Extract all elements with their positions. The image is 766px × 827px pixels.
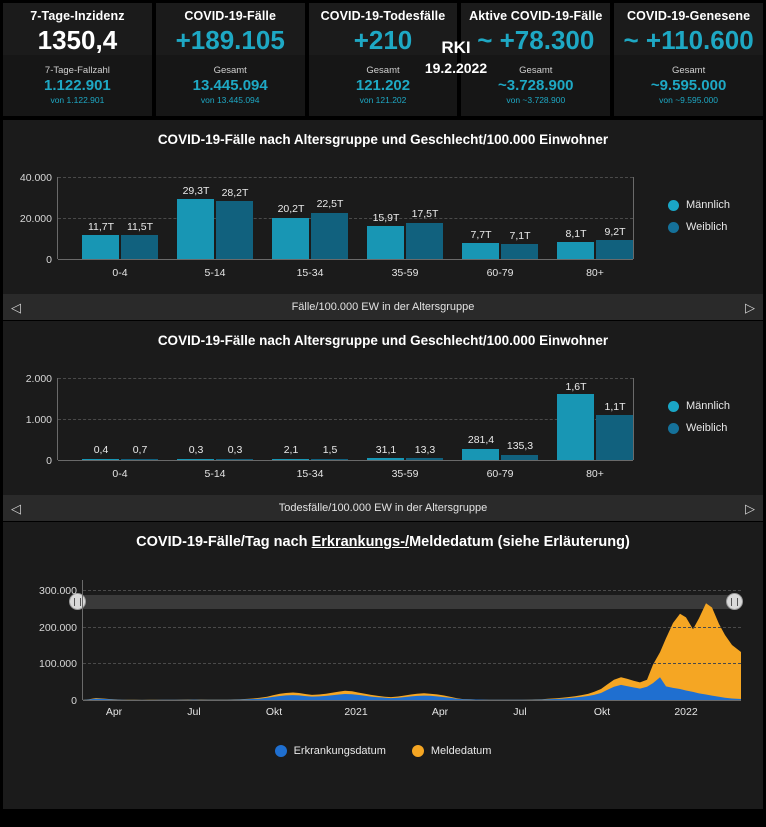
x-tick-label: Jul xyxy=(187,706,201,718)
ytick-label: 0 xyxy=(46,254,52,266)
x-category-label: 0-4 xyxy=(112,267,128,279)
legend-label: Erkrankungsdatum xyxy=(293,745,386,757)
panel-deaths-by-age xyxy=(3,321,763,518)
bar-female[interactable] xyxy=(311,213,348,259)
bar-label: 28,2T xyxy=(221,187,249,199)
x-tick-label: Okt xyxy=(593,706,611,718)
chevron-left-icon[interactable]: ◁ xyxy=(11,299,21,315)
plot-area xyxy=(25,373,633,480)
gridline-1000 xyxy=(25,414,633,426)
plot-area xyxy=(19,172,633,279)
panel-title: COVID-19-Fälle nach Altersgruppe und Geschlecht/100.000 Einwohner xyxy=(157,333,609,348)
ytick-label: 40.000 xyxy=(19,172,52,184)
bar-label: 7,1T xyxy=(509,230,531,242)
panel-title-part1: COVID-19-Fälle/Tag nach xyxy=(136,534,312,550)
bar-label: 31,1 xyxy=(375,444,397,456)
bar-label: 2,1 xyxy=(283,444,299,456)
gridline-2000 xyxy=(25,373,633,385)
gridline-40000 xyxy=(19,172,633,184)
chart-cases-per-day[interactable] xyxy=(3,550,763,760)
chart-legend xyxy=(668,400,730,444)
bar-male[interactable] xyxy=(272,218,309,259)
bar-label: 0,3 xyxy=(188,444,204,456)
kpi-sub-value: ~3.728.900 xyxy=(498,76,574,94)
bar-female[interactable] xyxy=(406,223,443,259)
bar-male[interactable] xyxy=(82,235,119,259)
bar-label: 1,6T xyxy=(565,381,587,393)
legend-item-female[interactable] xyxy=(668,422,730,434)
bar-male[interactable] xyxy=(557,242,594,259)
kpi-sub-note: von 121.202 xyxy=(359,94,407,105)
axis-baseline xyxy=(46,455,633,467)
bar-label: 11,7T xyxy=(87,221,115,233)
bar-female[interactable] xyxy=(596,415,633,460)
axis-baseline xyxy=(46,254,633,266)
bar-label: 8,1T xyxy=(565,228,587,240)
x-tick-label: 2022 xyxy=(674,706,698,718)
bar-label: 135,3 xyxy=(506,440,534,452)
plot-right-border xyxy=(633,378,634,460)
plot-right-border xyxy=(633,177,634,259)
bar-label: 1,1T xyxy=(604,401,626,413)
kpi-sub xyxy=(156,55,305,116)
kpi-card-deaths[interactable] xyxy=(309,3,458,116)
ytick-label: 0 xyxy=(71,695,77,707)
kpi-sub-note: von 1.122.901 xyxy=(50,94,105,105)
kpi-sub-label: Gesamt xyxy=(213,64,247,76)
bar-female[interactable] xyxy=(501,455,538,461)
bar-label: 17,5T xyxy=(411,208,439,220)
bar-male[interactable] xyxy=(272,459,309,461)
x-category-label: 15-34 xyxy=(296,267,324,279)
kpi-card-recovered[interactable] xyxy=(614,3,763,116)
panel-title-link[interactable]: Erkrankungs-/ xyxy=(311,534,410,550)
panel-cases-per-day xyxy=(3,522,763,809)
bar-label: 9,2T xyxy=(604,226,626,238)
plot-area xyxy=(39,585,741,718)
bar-label: 13,3 xyxy=(414,444,436,456)
bar-label: 29,3T xyxy=(182,185,210,197)
bar-label: 20,2T xyxy=(277,203,305,215)
x-category-label: 15-34 xyxy=(296,468,324,480)
bar-label: 1,5 xyxy=(322,444,338,456)
bar-male[interactable] xyxy=(367,458,404,460)
kpi-sub-value: 121.202 xyxy=(355,76,411,94)
x-category-label: 35-59 xyxy=(391,468,419,480)
bar-female[interactable] xyxy=(596,240,633,259)
ytick-label: 0 xyxy=(46,455,52,467)
bar-male[interactable] xyxy=(177,199,214,259)
x-category-label: 35-59 xyxy=(391,267,419,279)
source-date: 19.2.2022 xyxy=(424,60,488,76)
kpi-card-active[interactable] xyxy=(461,3,610,116)
bar-female[interactable] xyxy=(121,235,158,259)
chart-legend xyxy=(668,199,730,243)
kpi-card-incidence[interactable] xyxy=(3,3,152,116)
legend-label: Meldedatum xyxy=(430,745,492,757)
kpi-sub xyxy=(461,55,610,116)
bar-label: 7,7T xyxy=(470,229,492,241)
chevron-left-icon[interactable]: ◁ xyxy=(11,500,21,516)
bar-male[interactable] xyxy=(462,243,499,259)
kpi-sub-note: von ~9.595.000 xyxy=(659,94,719,105)
gridline-100000 xyxy=(39,658,741,671)
timeseries-areas xyxy=(83,590,741,700)
ytick-label: 300.000 xyxy=(39,585,77,597)
legend-color-swatch-icon xyxy=(412,745,424,757)
chart-legend xyxy=(3,745,763,757)
legend-item-erkrankungsdatum[interactable] xyxy=(275,745,386,757)
xaxis-caption: Fälle/100.000 EW in der Altersgruppe xyxy=(291,301,475,313)
bar-male[interactable] xyxy=(82,459,119,461)
kpi-sub xyxy=(3,55,152,116)
kpi-value: ~ +110.600 xyxy=(623,25,754,55)
legend-color-swatch-icon xyxy=(275,745,287,757)
series-erkrankungsdatum-area xyxy=(83,677,741,700)
legend-item-female[interactable] xyxy=(668,221,730,233)
kpi-row xyxy=(0,0,766,116)
legend-label: Weiblich xyxy=(686,221,728,233)
x-tick-label: Apr xyxy=(431,706,449,718)
ytick-label: 2.000 xyxy=(25,373,52,385)
ytick-label: 100.000 xyxy=(39,658,77,671)
x-tick-label: Jul xyxy=(513,706,527,718)
kpi-sub xyxy=(309,55,458,116)
kpi-title: 7-Tage-Inzidenz xyxy=(30,9,125,23)
bar-female[interactable] xyxy=(121,459,158,461)
chart-cases-by-age[interactable] xyxy=(3,147,763,292)
kpi-title: COVID-19-Todesfälle xyxy=(320,9,446,23)
legend-item-meldedatum[interactable] xyxy=(412,745,492,757)
kpi-value: +210 xyxy=(353,25,413,55)
panel-title-part2: Meldedatum (siehe Erläuterung) xyxy=(409,534,630,550)
xaxis-caption: Todesfälle/100.000 EW in der Altersgruppe xyxy=(278,502,488,514)
x-tick-label: Apr xyxy=(105,706,123,718)
legend-label: Weiblich xyxy=(686,422,728,434)
legend-color-swatch-icon xyxy=(668,401,679,412)
bar-female[interactable] xyxy=(216,459,253,461)
kpi-sub-label: 7-Tage-Fallzahl xyxy=(44,64,110,76)
chevron-right-icon[interactable]: ▷ xyxy=(745,500,755,516)
x-category-label: 60-79 xyxy=(486,267,514,279)
legend-color-swatch-icon xyxy=(668,222,679,233)
x-category-label: 0-4 xyxy=(112,468,128,480)
bar-male[interactable] xyxy=(177,459,214,461)
bar-label: 281,4 xyxy=(467,434,495,446)
bar-female[interactable] xyxy=(311,459,348,461)
kpi-value: +189.105 xyxy=(175,25,285,55)
x-category-label: 5-14 xyxy=(204,267,226,279)
x-tick-label: 2021 xyxy=(344,706,368,718)
kpi-sub-label: Gesamt xyxy=(366,64,400,76)
bar-label: 15,9T xyxy=(372,212,400,224)
source-name: RKI xyxy=(441,38,471,57)
xaxis-scroll-bar[interactable] xyxy=(3,294,763,320)
bar-male[interactable] xyxy=(557,394,594,460)
legend-item-male[interactable] xyxy=(668,199,730,211)
ytick-label: 1.000 xyxy=(25,414,52,426)
kpi-sub-value: 1.122.901 xyxy=(44,76,111,94)
gridline-200000 xyxy=(39,621,741,634)
panel-title: COVID-19-Fälle nach Altersgruppe und Geschlecht/100.000 Einwohner xyxy=(157,132,609,147)
bar-male[interactable] xyxy=(367,226,404,259)
kpi-title: Aktive COVID-19-Fälle xyxy=(469,9,603,23)
bar-label: 0,4 xyxy=(93,444,109,456)
chevron-right-icon[interactable]: ▷ xyxy=(745,299,755,315)
x-category-label: 60-79 xyxy=(486,468,514,480)
bar-female[interactable] xyxy=(501,244,538,259)
kpi-sub-label: Gesamt xyxy=(519,64,553,76)
bar-male[interactable] xyxy=(462,449,499,461)
bar-label: 0,3 xyxy=(227,444,243,456)
bar-label: 22,5T xyxy=(316,198,344,210)
x-category-label: 80+ xyxy=(586,267,604,279)
legend-color-swatch-icon xyxy=(668,200,679,211)
kpi-sub-value: 13.445.094 xyxy=(192,76,268,94)
bar-label: 11,5T xyxy=(126,221,154,233)
kpi-sub-note: von ~3.728.900 xyxy=(506,94,566,105)
kpi-value: 1350,4 xyxy=(37,25,118,55)
x-category-label: 5-14 xyxy=(204,468,226,480)
ytick-label: 20.000 xyxy=(19,213,52,225)
legend-label: Männlich xyxy=(686,199,731,211)
bar-label: 0,7 xyxy=(132,444,148,456)
x-tick-label: Okt xyxy=(265,706,283,718)
y-axis-line xyxy=(57,177,58,259)
kpi-sub-value: ~9.595.000 xyxy=(650,76,727,94)
gridline-300000 xyxy=(39,585,741,597)
kpi-sub-note: von 13.445.094 xyxy=(200,94,260,105)
chart-deaths-by-age[interactable] xyxy=(3,348,763,493)
xaxis-scroll-bar[interactable] xyxy=(3,495,763,521)
panel-cases-by-age xyxy=(3,120,763,317)
panel-title xyxy=(3,522,763,550)
bar-female[interactable] xyxy=(406,458,443,460)
bar-female[interactable] xyxy=(216,201,253,259)
legend-color-swatch-icon xyxy=(668,423,679,434)
legend-label: Männlich xyxy=(686,400,731,412)
y-axis-line xyxy=(82,580,83,700)
y-axis-line xyxy=(57,378,58,460)
axis-baseline xyxy=(71,695,741,707)
kpi-value: ~ +78.300 xyxy=(477,25,595,55)
kpi-sub-label: Gesamt xyxy=(671,64,706,76)
kpi-title: COVID-19-Fälle xyxy=(184,9,277,23)
ytick-label: 200.000 xyxy=(39,621,77,634)
legend-item-male[interactable] xyxy=(668,400,730,412)
kpi-sub xyxy=(614,55,763,116)
series-meldedatum-area xyxy=(83,603,741,700)
kpi-title: COVID-19-Genesene xyxy=(626,9,751,23)
kpi-card-cases[interactable] xyxy=(156,3,305,116)
x-category-label: 80+ xyxy=(586,468,604,480)
